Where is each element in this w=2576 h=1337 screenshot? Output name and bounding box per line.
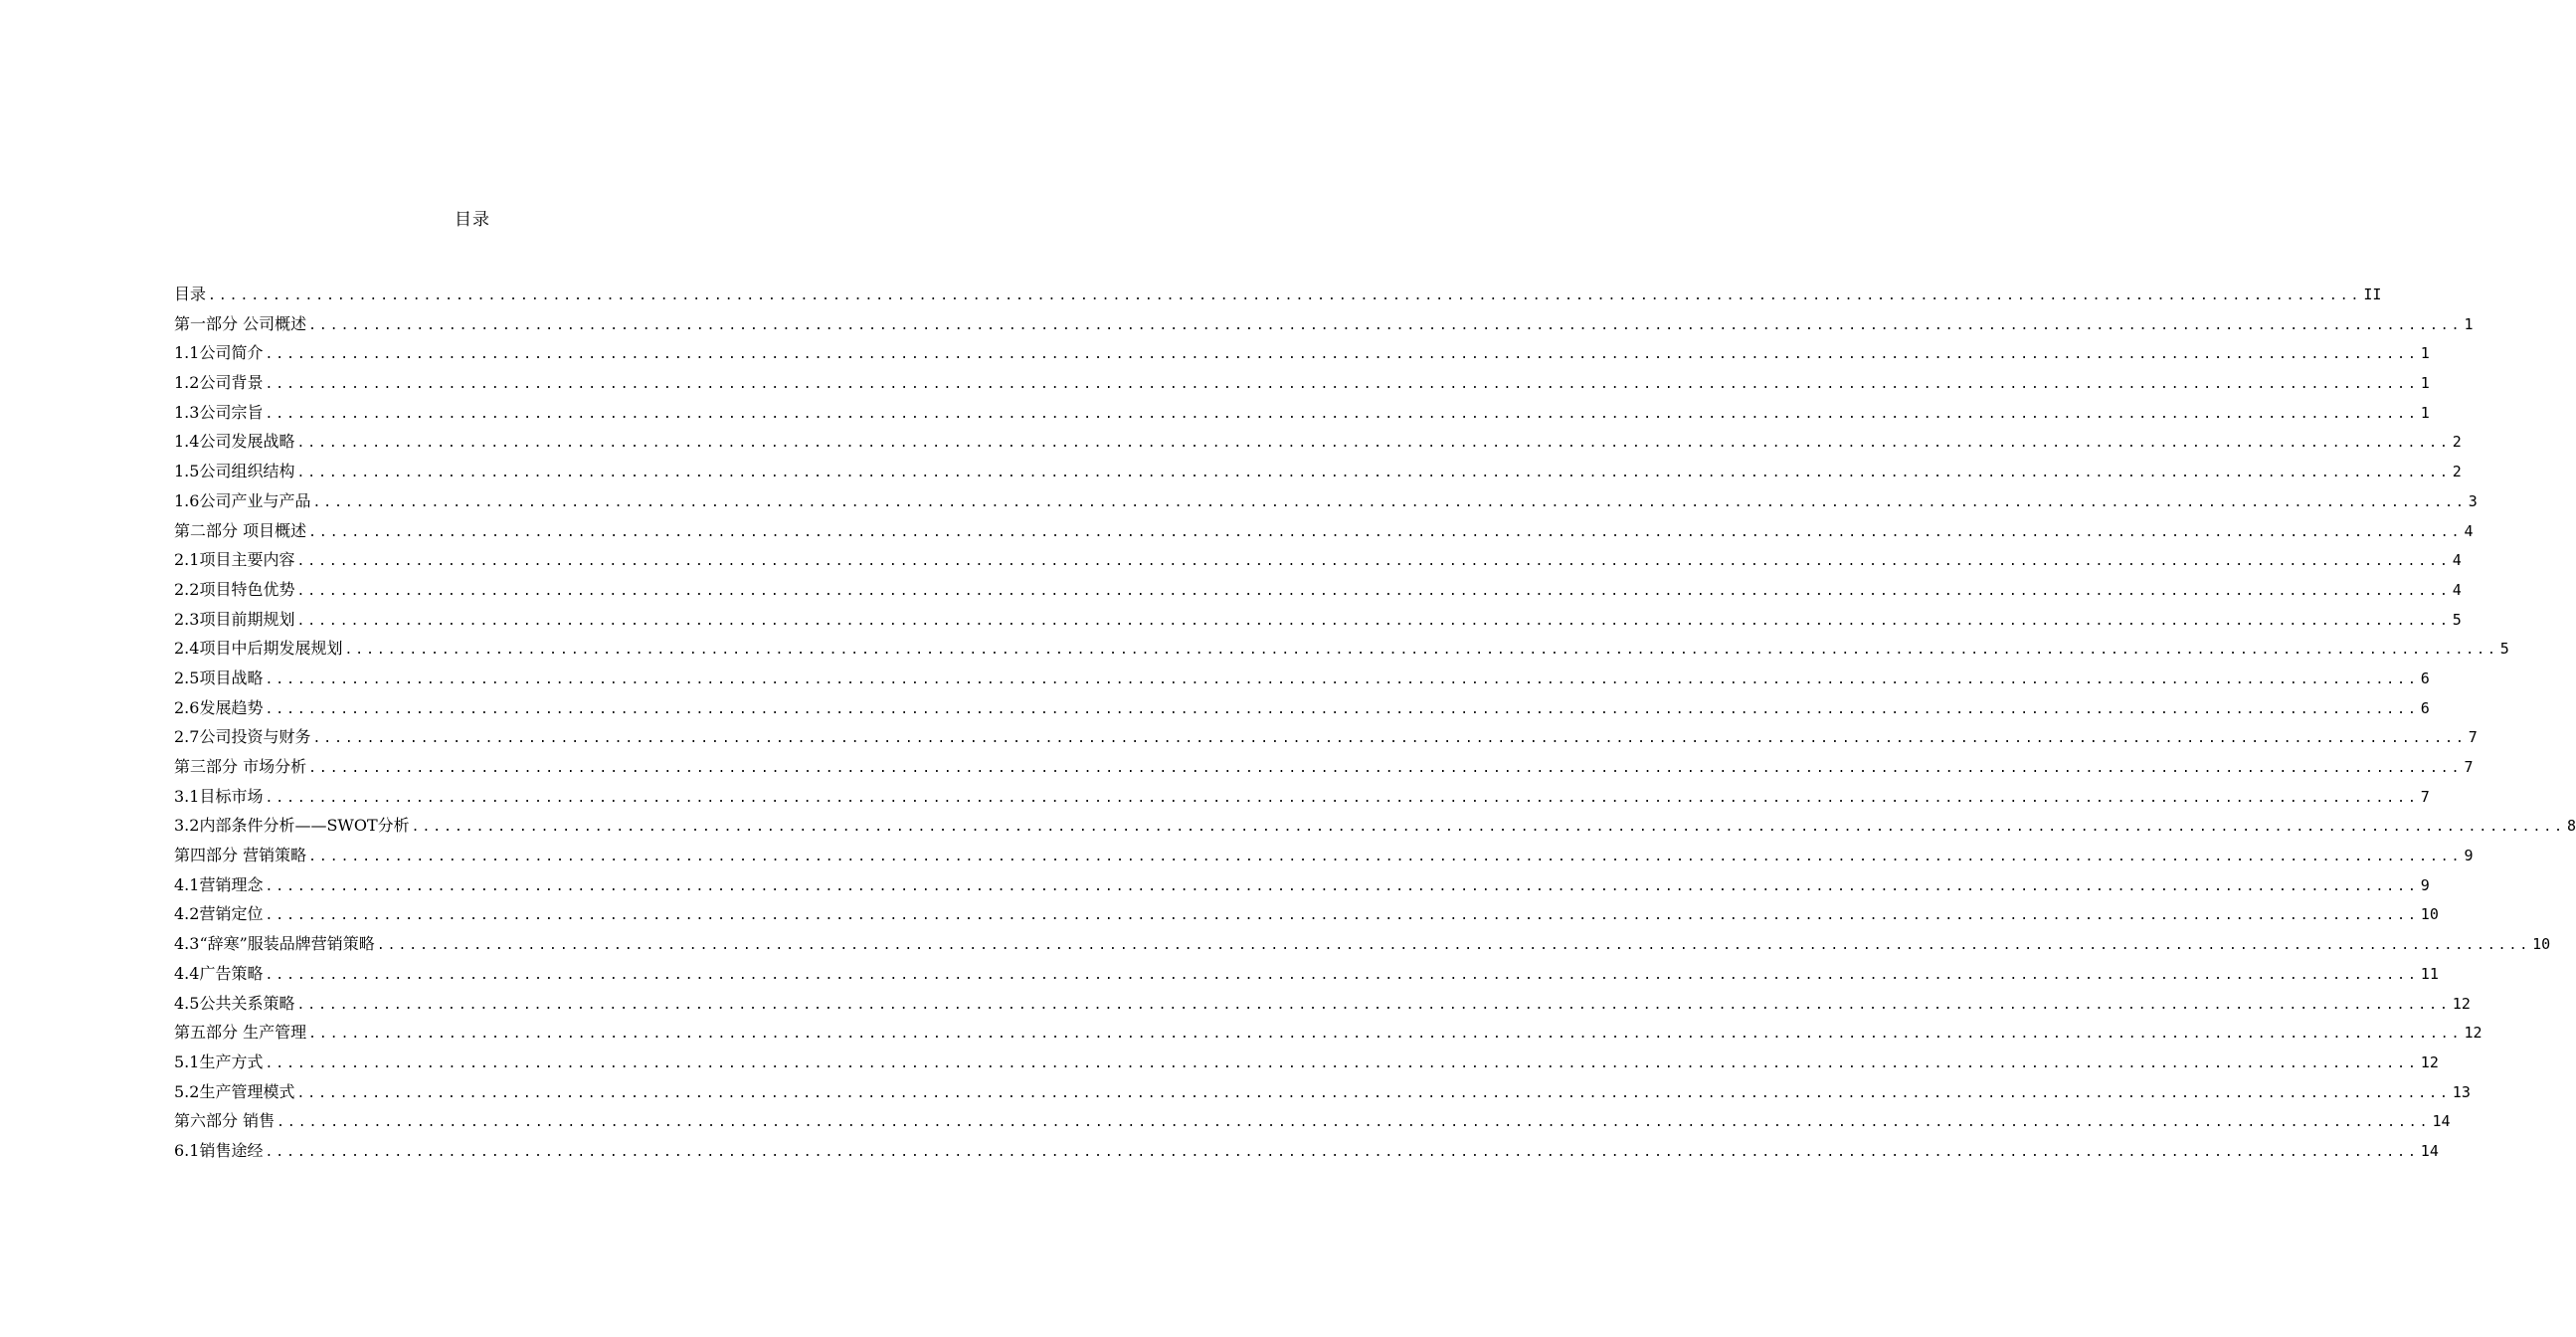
toc-entry-label: 1.6公司产业与产品 — [174, 486, 310, 516]
toc-entry-page: 6 — [2420, 698, 2430, 717]
toc-entry-label: 1.5公司组织结构 — [174, 457, 294, 486]
toc-entry-label: 6.1销售途经 — [174, 1136, 263, 1166]
toc-leader-dots: ........................................................................................................................................................................................................ — [312, 494, 2467, 510]
toc-entry-label: 2.4项目中后期发展规划 — [174, 634, 342, 664]
toc-entry-label: 1.2公司背景 — [174, 368, 263, 398]
toc-entry-page: 4 — [2452, 580, 2462, 599]
toc-entry[interactable] — [174, 722, 2478, 752]
toc-entry-page: 14 — [2432, 1112, 2451, 1131]
toc-entry[interactable] — [174, 1077, 2471, 1107]
toc-entry-label: 5.2生产管理模式 — [174, 1077, 294, 1107]
toc-entry-label: 2.1项目主要内容 — [174, 545, 294, 575]
toc-leader-dots: ........................................................................................................................................................................................................ — [265, 1055, 2419, 1071]
toc-entry-label: 第三部分 市场分析 — [174, 752, 306, 782]
toc-entry[interactable] — [174, 427, 2462, 457]
toc-entry[interactable] — [174, 368, 2430, 398]
toc-leader-dots: ........................................................................................................................................................................................................ — [265, 377, 2419, 393]
toc-entry[interactable] — [174, 870, 2430, 900]
toc-entry[interactable] — [174, 989, 2471, 1019]
toc-entry-label: 第二部分 项目概述 — [174, 516, 306, 546]
toc-entry-page: 9 — [2420, 875, 2430, 894]
toc-entry-page: 12 — [2420, 1052, 2439, 1071]
toc-entry-label: 3.1目标市场 — [174, 782, 263, 812]
toc-entry-page: 12 — [2452, 994, 2471, 1013]
toc-entry-page: 9 — [2464, 847, 2474, 865]
toc-leader-dots: ........................................................................................................................................................................................................ — [411, 820, 2565, 836]
toc-entry[interactable] — [174, 634, 2509, 664]
toc-entry-label: 5.1生产方式 — [174, 1048, 263, 1077]
toc-entry-label: 第一部分 公司概述 — [174, 309, 306, 339]
toc-entry[interactable] — [174, 899, 2439, 929]
toc-entry[interactable] — [174, 1048, 2439, 1077]
toc-leader-dots: ........................................................................................................................................................................................................ — [296, 613, 2451, 629]
toc-entry[interactable] — [174, 457, 2462, 486]
toc-leader-dots: ........................................................................................................................................................................................................ — [344, 643, 2498, 659]
toc-entry-label: 2.7公司投资与财务 — [174, 722, 310, 752]
toc-leader-dots: ........................................................................................................................................................................................................ — [308, 761, 2463, 776]
toc-entry-page: 7 — [2420, 787, 2430, 806]
toc-entry[interactable] — [174, 664, 2430, 693]
toc-entry-label: 2.6发展趋势 — [174, 693, 263, 723]
toc-entry[interactable] — [174, 398, 2430, 428]
toc-leader-dots: ........................................................................................................................................................................................................ — [265, 347, 2419, 363]
toc-entry[interactable] — [174, 841, 2474, 870]
toc-entry-page: 1 — [2420, 344, 2430, 363]
toc-leader-dots: ........................................................................................................................................................................................................ — [265, 967, 2419, 983]
toc-entry[interactable] — [174, 959, 2439, 989]
toc-entry-label: 1.3公司宗旨 — [174, 398, 263, 428]
toc-entry[interactable] — [174, 280, 2382, 309]
toc-leader-dots: ........................................................................................................................................................................................................ — [265, 701, 2419, 717]
toc-leader-dots: ........................................................................................................................................................................................................ — [376, 938, 2531, 954]
toc-entry-label: 目录 — [174, 280, 206, 309]
toc-entry-page: 8 — [2567, 817, 2576, 836]
toc-leader-dots: ........................................................................................................................................................................................................ — [296, 436, 2451, 452]
toc-entry-label: 第五部分 生产管理 — [174, 1018, 306, 1048]
toc-entry-page: 2 — [2452, 463, 2462, 481]
toc-leader-dots: ........................................................................................................................................................................................................ — [265, 790, 2419, 806]
toc-entry[interactable] — [174, 782, 2430, 812]
toc-entry-page: 4 — [2452, 551, 2462, 570]
toc-entry-page: 4 — [2464, 521, 2474, 540]
toc-entry[interactable] — [174, 545, 2462, 575]
toc-entry-label: 1.1公司简介 — [174, 338, 263, 368]
toc-entry[interactable] — [174, 605, 2462, 635]
toc-entry[interactable] — [174, 575, 2462, 605]
toc-entry[interactable] — [174, 486, 2478, 516]
toc-entry-label: 1.4公司发展战略 — [174, 427, 294, 457]
toc-entry-page: 13 — [2452, 1082, 2471, 1101]
toc-leader-dots: ........................................................................................................................................................................................................ — [296, 997, 2451, 1013]
toc-entry-label: 4.5公共关系策略 — [174, 989, 294, 1019]
toc-entry[interactable] — [174, 516, 2474, 546]
toc-entry[interactable] — [174, 752, 2474, 782]
toc-entry-label: 2.3项目前期规划 — [174, 605, 294, 635]
toc-leader-dots: ........................................................................................................................................................................................................ — [276, 1115, 2431, 1131]
toc-entry-page: 12 — [2464, 1024, 2483, 1043]
toc-leader-dots: ........................................................................................................................................................................................................ — [208, 288, 2362, 303]
toc-entry-page: 10 — [2420, 905, 2439, 924]
toc-leader-dots: ........................................................................................................................................................................................................ — [265, 406, 2419, 422]
toc-entry-page: 14 — [2420, 1141, 2439, 1160]
toc-entry-label: 4.2营销定位 — [174, 899, 263, 929]
toc-entry-page: 5 — [2499, 640, 2509, 659]
toc-leader-dots: ........................................................................................................................................................................................................ — [296, 466, 2451, 481]
toc-entry-page: 1 — [2420, 403, 2430, 422]
toc-leader-dots: ........................................................................................................................................................................................................ — [265, 908, 2419, 924]
toc-entry[interactable] — [174, 309, 2474, 339]
toc-entry-page: 11 — [2420, 964, 2439, 983]
toc-entry-label: 4.4广告策略 — [174, 959, 263, 989]
toc-leader-dots: ........................................................................................................................................................................................................ — [265, 671, 2419, 687]
toc-leader-dots: ........................................................................................................................................................................................................ — [308, 524, 2463, 540]
toc-entry-page: 7 — [2464, 758, 2474, 776]
toc-entry-page: 10 — [2532, 935, 2551, 954]
toc-entry-label: 2.2项目特色优势 — [174, 575, 294, 605]
toc-entry[interactable] — [174, 1136, 2439, 1166]
toc-entry-page: 1 — [2464, 314, 2474, 333]
toc-entry-label: 3.2内部条件分析——SWOT分析 — [174, 811, 410, 841]
toc-entry-page: II — [2363, 286, 2382, 303]
toc-leader-dots: ........................................................................................................................................................................................................ — [308, 1027, 2463, 1043]
toc-leader-dots: ........................................................................................................................................................................................................ — [312, 731, 2467, 747]
toc-entry[interactable] — [174, 811, 2576, 841]
toc-entry-page: 1 — [2420, 374, 2430, 393]
page-title: 目录 — [455, 210, 490, 230]
toc-entry[interactable] — [174, 338, 2430, 368]
toc-entry-label: 4.1营销理念 — [174, 870, 263, 900]
toc-leader-dots: ........................................................................................................................................................................................................ — [296, 1085, 2451, 1101]
table-of-contents — [174, 280, 2576, 1166]
toc-entry-label: 4.3“辞寒”服装品牌营销策略 — [174, 929, 375, 959]
toc-entry-label: 2.5项目战略 — [174, 664, 263, 693]
toc-leader-dots: ........................................................................................................................................................................................................ — [296, 583, 2451, 599]
toc-leader-dots: ........................................................................................................................................................................................................ — [296, 554, 2451, 570]
toc-entry-page: 6 — [2420, 668, 2430, 687]
toc-entry[interactable] — [174, 1018, 2483, 1048]
toc-entry-page: 3 — [2468, 491, 2478, 510]
toc-leader-dots: ........................................................................................................................................................................................................ — [308, 317, 2463, 333]
toc-leader-dots: ........................................................................................................................................................................................................ — [265, 878, 2419, 894]
toc-entry-page: 7 — [2468, 728, 2478, 747]
toc-entry-page: 2 — [2452, 433, 2462, 452]
toc-entry[interactable] — [174, 929, 2551, 959]
toc-leader-dots: ........................................................................................................................................................................................................ — [265, 1144, 2419, 1160]
toc-leader-dots: ........................................................................................................................................................................................................ — [308, 850, 2463, 865]
toc-entry[interactable] — [174, 693, 2430, 723]
toc-entry-label: 第四部分 营销策略 — [174, 841, 306, 870]
toc-entry-page: 5 — [2452, 610, 2462, 629]
toc-entry[interactable] — [174, 1106, 2451, 1136]
toc-entry-label: 第六部分 销售 — [174, 1106, 275, 1136]
